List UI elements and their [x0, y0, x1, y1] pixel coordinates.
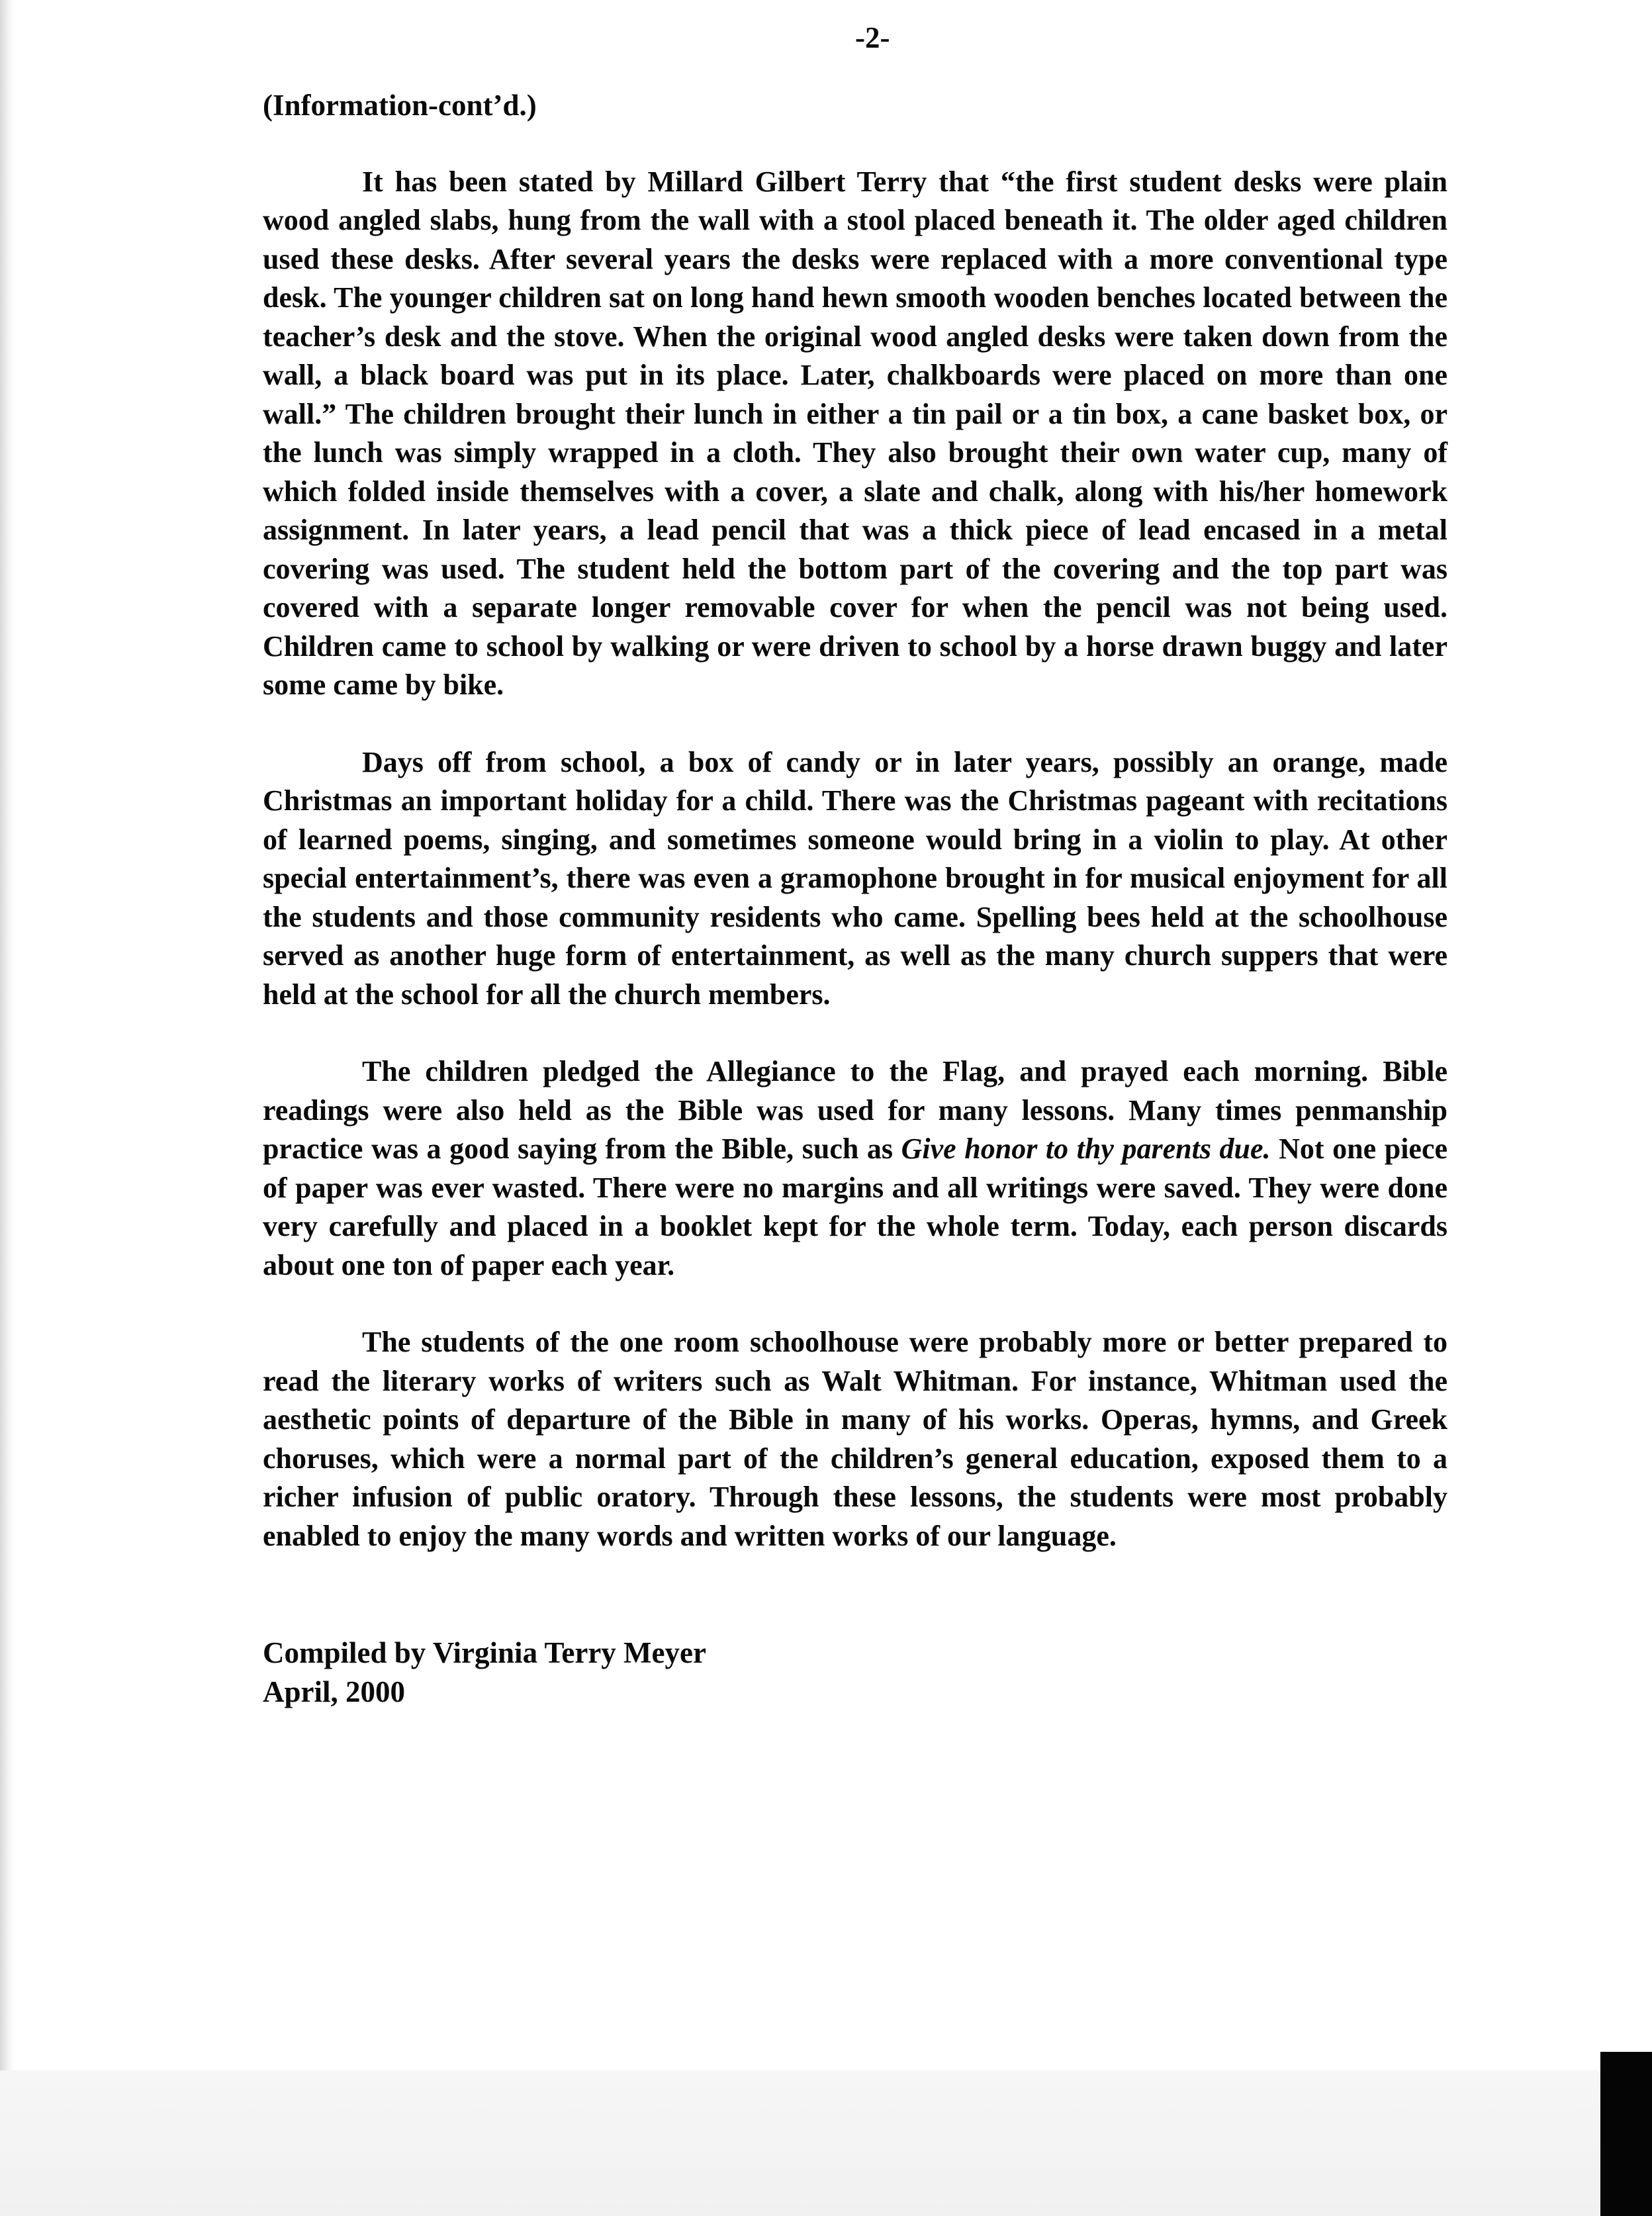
italic-bible-quote: Give honor to thy parents due.: [901, 1132, 1271, 1165]
paragraph-pledge-and-bible: [263, 1052, 1447, 1285]
scan-bottom-margin: [0, 2070, 1652, 2216]
document-page: [263, 20, 1447, 1711]
scan-left-edge: [0, 0, 15, 2216]
paragraph-text-before-quote: The children pledged the Allegiance to the Flag, and prayed each morning. Bible readings were also held as the Bible was used for many lessons. Many times penmanship practice was a good saying from the Bible, such as: [263, 1055, 1447, 1165]
signature-block: [263, 1634, 1447, 1711]
signature-date: April, 2000: [263, 1675, 406, 1708]
scan-dark-corner: [1600, 2052, 1652, 2216]
paragraph-literary-works: The students of the one room schoolhouse were probably more or better prepared to read the literary works of writers such as Walt Whitman. For instance, Whitman used the aesthetic points of departure of the Bible in many of his works. Operas, hymns, and Greek choruses, which were a normal part of the children’s general education, exposed them to a richer infusion of public oratory. Through these lessons, the students were most probably enabled to enjoy the many words and written works of our language.: [263, 1326, 1447, 1552]
paragraph-christmas-entertainment: Days off from school, a box of candy or in later years, possibly an orange, made Christmas an important holiday for a child. There was the Christmas pageant with recitations of learned poems, singing, and sometimes someone would bring in a violin to play. At other special entertainment’s, there was even a gramophone brought in for musical enjoyment for all the students and those community residents who came. Spelling bees held at the schoolhouse served as another huge form of entertainment, as well as the many church suppers that were held at the school for all the church members.: [263, 745, 1447, 1011]
paragraph-desks-and-supplies: It has been stated by Millard Gilbert Terry that “the first student desks were plain wood angled slabs, hung from the wall with a stool placed beneath it. The older aged children used these desks. After several years the desks were replaced with a more conventional type desk. The younger children sat on long hand hewn smooth wooden benches located between the teacher’s desk and the stove. When the original wood angled desks were taken down from the wall, a black board was put in its place. Later, chalkboards were placed on more than one wall.” The children brought their lunch in either a tin pail or a tin box, a cane basket box, or the lunch was simply wrapped in a cloth. They also brought their own water cup, many of which folded inside themselves with a cover, a slate and chalk, along with his/her homework assignment. In later years, a lead pencil that was a thick piece of lead encased in a metal covering was used. The student held the bottom part of the covering and the top part was covered with a separate longer removable cover for when the pencil was not being used. Children came to school by walking or were driven to school by a horse drawn buggy and later some came by bike.: [263, 165, 1447, 701]
section-heading: (Information-cont’d.): [263, 89, 537, 122]
paragraph-text-after-quote: Not one piece of paper was ever wasted. There were no margins and all writings were saved. They were done very carefully and placed in a booklet kept for the whole term. Today, each person discards about one ton of paper each year.: [263, 1132, 1448, 1281]
page-number: -2-: [855, 21, 890, 54]
signature-compiler: Compiled by Virginia Terry Meyer: [263, 1636, 706, 1669]
